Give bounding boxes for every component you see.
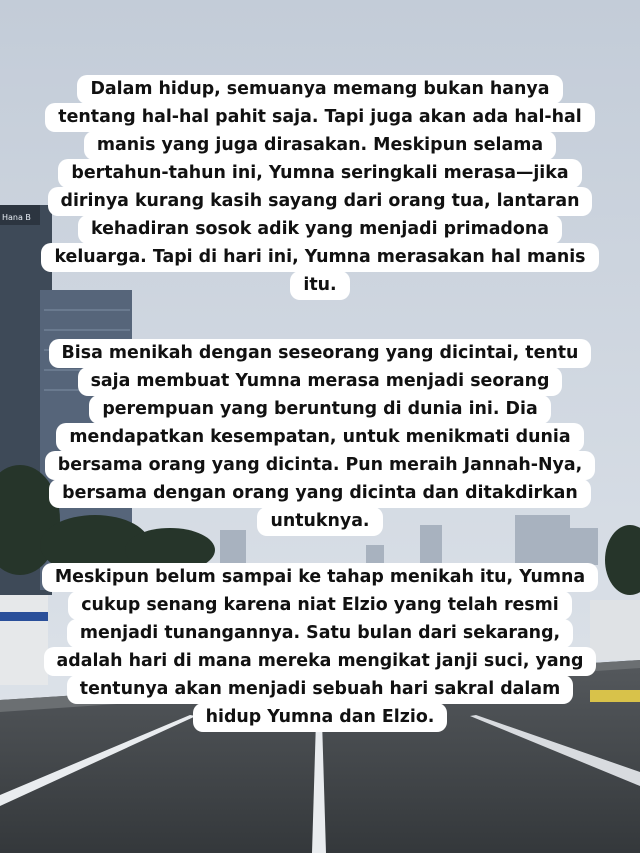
caption-line: keluarga. Tapi di hari ini, Yumna merasakan hal manis	[41, 243, 598, 272]
caption-line: tentang hal-hal pahit saja. Tapi juga akan ada hal-hal	[45, 103, 594, 132]
caption-line: itu.	[290, 271, 349, 300]
caption-line: adalah hari di mana mereka mengikat janji suci, yang	[44, 647, 597, 676]
caption-line: tentunya akan menjadi sebuah hari sakral dalam	[67, 675, 573, 704]
caption-line: dirinya kurang kasih sayang dari orang tua, lantaran	[48, 187, 593, 216]
caption-paragraph-2	[0, 339, 640, 536]
billboard-text: Hana B	[2, 213, 31, 222]
caption-line: Dalam hidup, semuanya memang bukan hanya	[77, 75, 562, 104]
caption-line: menjadi tunangannya. Satu bulan dari sekarang,	[67, 619, 573, 648]
caption-line: saja membuat Yumna merasa menjadi seorang	[78, 367, 563, 396]
caption-paragraph-3	[0, 563, 640, 732]
caption-line: bersama orang yang dicinta. Pun meraih Jannah-Nya,	[45, 451, 595, 480]
caption-line: Bisa menikah dengan seseorang yang dicintai, tentu	[49, 339, 592, 368]
caption-line: bertahun-tahun ini, Yumna seringkali merasa—jika	[58, 159, 581, 188]
caption-paragraph-1	[0, 75, 640, 300]
caption-line: perempuan yang beruntung di dunia ini. Dia	[89, 395, 550, 424]
caption-line: cukup senang karena niat Elzio yang telah resmi	[68, 591, 572, 620]
caption-line: untuknya.	[257, 507, 382, 536]
caption-line: Meskipun belum sampai ke tahap menikah itu, Yumna	[42, 563, 598, 592]
caption-line: hidup Yumna dan Elzio.	[193, 703, 448, 732]
caption-line: mendapatkan kesempatan, untuk menikmati dunia	[56, 423, 583, 452]
caption-line: bersama dengan orang yang dicinta dan ditakdirkan	[49, 479, 591, 508]
caption-line: manis yang juga dirasakan. Meskipun selama	[84, 131, 556, 160]
caption-line: kehadiran sosok adik yang menjadi primadona	[78, 215, 562, 244]
